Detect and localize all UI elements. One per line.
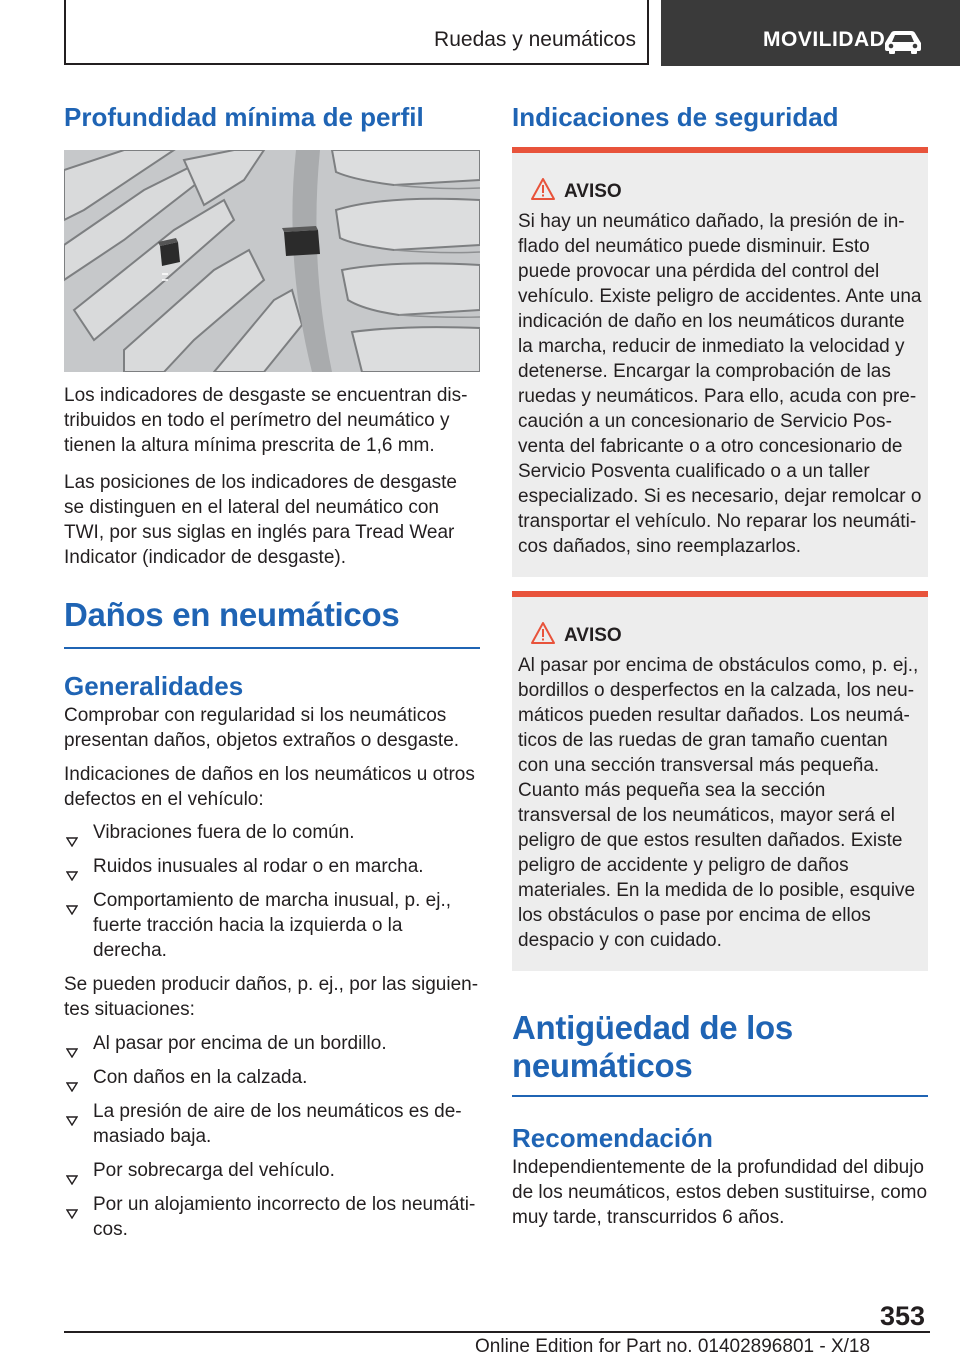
car-icon <box>882 27 924 60</box>
heading-recomendacion: Recomendación <box>512 1123 713 1153</box>
triangle-bullet-icon <box>66 1108 78 1133</box>
list-item <box>64 1158 480 1183</box>
list-item-text: Con daños en la calzada. <box>93 1067 308 1088</box>
paragraph-indicaciones-danos: Indicaciones de daños en los neumáticos u otros defectos en el vehículo: <box>64 764 475 810</box>
list-item <box>64 1031 480 1056</box>
warning-header <box>518 177 922 207</box>
list-item-text: Comportamiento de marcha inusual, p. ej., fuerte tracción hacia la izquierda o la derecha. <box>93 890 452 961</box>
list-item-text: Por un alojamiento incorrecto de los neumáticos. <box>93 1194 476 1240</box>
heading-danos: Daños en neumáticos <box>64 596 400 633</box>
list-item-text: Por sobrecarga del vehículo. <box>93 1160 335 1181</box>
warning-triangle-icon <box>530 621 556 650</box>
header-rule-left <box>64 0 66 64</box>
list-item-text: Al pasar por encima de un bordillo. <box>93 1033 387 1054</box>
footer-edition: Online Edition for Part no. 01402896801 - X/18 <box>475 1336 871 1357</box>
warning-box-1 <box>512 147 928 577</box>
list-item-text: Vibraciones fuera de lo común. <box>93 822 355 843</box>
list-item <box>64 1192 480 1242</box>
triangle-bullet-icon <box>66 829 78 854</box>
footer-rule <box>64 1331 930 1333</box>
warning-header <box>518 621 922 651</box>
symptom-list <box>64 820 480 963</box>
heading-danos-rule <box>64 647 480 649</box>
warning-box-2 <box>512 591 928 971</box>
paragraph-situaciones: Se pueden producir daños, p. ej., por las siguientes situaciones: <box>64 974 479 1020</box>
list-item <box>64 888 480 963</box>
paragraph-comprobar: Comprobar con regularidad si los neumáticos presentan daños, objetos extraños o desgaste. <box>64 705 460 751</box>
page-number: 353 <box>880 1301 926 1331</box>
paragraph-recomendacion: Independientemente de la profundidad del dibujo de los neumáticos, estos deben sustituirse, como muy tarde, transcurridos 6 años. <box>512 1157 928 1228</box>
warning-text: Si hay un neumático dañado, la presión de inflado del neumático puede disminuir. Esto puede provocar una pérdida del control del vehículo. Existe peligro de accidentes. Ante una indicación de daño en los neumáticos durante la marcha, reducir de inmediato la velocidad y detenerse. Encargar la comprobación de las ruedas y neumáticos. Para ello, acuda con precaución a un concesionario de Servicio Posventa del fabricante o a otro concesionario de Servicio Posventa cualificado o a un taller especializado. Si es necesario, dejar remolcar o transportar el vehículo. No reparar los neumáticos dañados, sino reemplazarlos. <box>518 211 922 557</box>
triangle-bullet-icon <box>66 1167 78 1192</box>
list-item <box>64 1099 480 1149</box>
warning-title: AVISO <box>564 625 622 646</box>
triangle-bullet-icon <box>66 863 78 888</box>
left-column <box>64 100 480 1242</box>
triangle-bullet-icon <box>66 1074 78 1099</box>
list-item-text: Ruidos inusuales al rodar o en marcha. <box>93 856 424 877</box>
list-item-text: La presión de aire de los neumáticos es demasiado baja. <box>93 1101 462 1147</box>
triangle-bullet-icon <box>66 1040 78 1065</box>
header-rule-bottom <box>64 63 649 65</box>
heading-generalidades: Generalidades <box>64 671 244 701</box>
tire-tread-illustration <box>64 150 480 372</box>
triangle-bullet-icon <box>66 1201 78 1226</box>
list-item <box>64 854 480 879</box>
warning-triangle-icon <box>530 177 556 206</box>
heading-antiguedad-rule <box>512 1095 928 1097</box>
heading-profundidad: Profundidad mínima de perfil <box>64 102 424 132</box>
heading-antiguedad: Antigüedad de los neumáticos <box>512 1009 793 1084</box>
list-item <box>64 820 480 845</box>
triangle-bullet-icon <box>66 897 78 922</box>
warning-title: AVISO <box>564 181 622 202</box>
list-item <box>64 1065 480 1090</box>
header-section-title: Ruedas y neumáticos <box>434 28 636 51</box>
heading-indicaciones-seguridad: Indicaciones de seguridad <box>512 102 839 132</box>
situation-list <box>64 1031 480 1242</box>
warning-text: Al pasar por encima de obstáculos como, p. ej., bordillos o desperfectos en la calzada, los neumáticos pueden resultar dañados. Los neumáticos de las ruedas de gran tamaño cuentan con una sección transversal más pequeña. Cuanto más pequeña sea la sección transversal de los neumáticos, mayor será el peligro de que estos resulten dañados. Existe peligro de accidente y peligro de daños materiales. En la medida de lo posible, esquive los obstáculos o pase por encima de ellos despacio y con cuidado. <box>518 655 919 951</box>
header-tab-label: MOVILIDAD <box>763 28 886 51</box>
right-column <box>512 100 928 1230</box>
paragraph-indicadores: Los indicadores de desgaste se encuentran distribuidos en todo el perímetro del neumático y tienen la altura mínima prescrita de 1,6 mm. <box>64 385 468 456</box>
paragraph-posiciones: Las posiciones de los indicadores de desgaste se distinguen en el lateral del neumático con TWI, por sus siglas en inglés para Tread Wear Indicator (indicador de desgaste). <box>64 472 457 568</box>
header-rule-middle <box>647 0 649 64</box>
